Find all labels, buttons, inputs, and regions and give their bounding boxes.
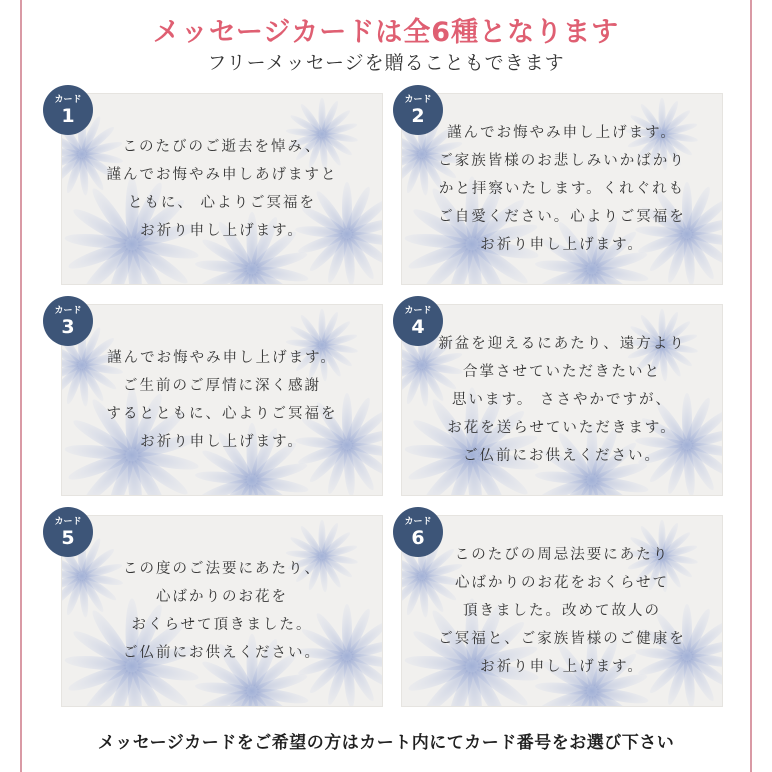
message-card-2[interactable] <box>402 94 722 284</box>
page-title: メッセージカードは全6種となります <box>152 17 620 48</box>
badge-label: カード <box>54 94 82 105</box>
page-subtitle: フリーメッセージを贈ることもできます <box>207 52 565 74</box>
card-badge-4 <box>393 296 443 346</box>
message-card-3[interactable] <box>62 305 382 495</box>
message-card-5[interactable] <box>62 516 382 706</box>
badge-number: 3 <box>61 315 75 338</box>
badge-label: カード <box>404 94 432 105</box>
footer-instruction: メッセージカードをご希望の方はカート内にてカード番号をお選び下さい <box>97 733 675 753</box>
card-message: このたびのご逝去を悼み、 謹んでお悔やみ申しあげますと ともに、 心よりご冥福を お祈り申し上げます。 <box>106 139 338 239</box>
badge-label: カード <box>404 305 432 316</box>
card-badge-1 <box>43 85 93 135</box>
card-badge-6 <box>393 507 443 557</box>
message-card-6[interactable] <box>402 516 722 706</box>
badge-number: 1 <box>61 104 75 127</box>
badge-number: 5 <box>61 526 75 549</box>
card-message: このたびの周忌法要にあたり 心ばかりのお花をおくらせて 頂きました。改めて故人の ご冥福と、ご家族皆様のご健康を お祈り申し上げます。 <box>438 547 686 675</box>
card-message: 新盆を迎えるにあたり、遠方より 合掌させていただきたいと 思います。 ささやかですが、 お花を送らせていただきます。 ご仏前にお供えください。 <box>438 336 686 464</box>
badge-label: カード <box>404 516 432 527</box>
card-message: 謹んでお悔やみ申し上げます。 ご生前のご厚情に深く感謝 するとともに、心よりご冥福を お祈り申し上げます。 <box>106 350 338 450</box>
card-message: この度のご法要にあたり、 心ばかりのお花を おくらせて頂きました。 ご仏前にお供えください。 <box>123 561 321 661</box>
card-message: 謹んでお悔やみ申し上げます。 ご家族皆様のお悲しみいかばかり かと拝察いたします。くれぐれも ご自愛ください。心よりご冥福を お祈り申し上げます。 <box>438 125 686 253</box>
frame-line-left <box>20 0 22 772</box>
badge-number: 4 <box>411 315 425 338</box>
frame-line-right <box>750 0 752 772</box>
card-badge-2 <box>393 85 443 135</box>
card-badge-5 <box>43 507 93 557</box>
message-card-4[interactable] <box>402 305 722 495</box>
badge-number: 6 <box>411 526 425 549</box>
badge-number: 2 <box>411 104 425 127</box>
message-card-1[interactable] <box>62 94 382 284</box>
badge-label: カード <box>54 305 82 316</box>
card-badge-3 <box>43 296 93 346</box>
badge-label: カード <box>54 516 82 527</box>
